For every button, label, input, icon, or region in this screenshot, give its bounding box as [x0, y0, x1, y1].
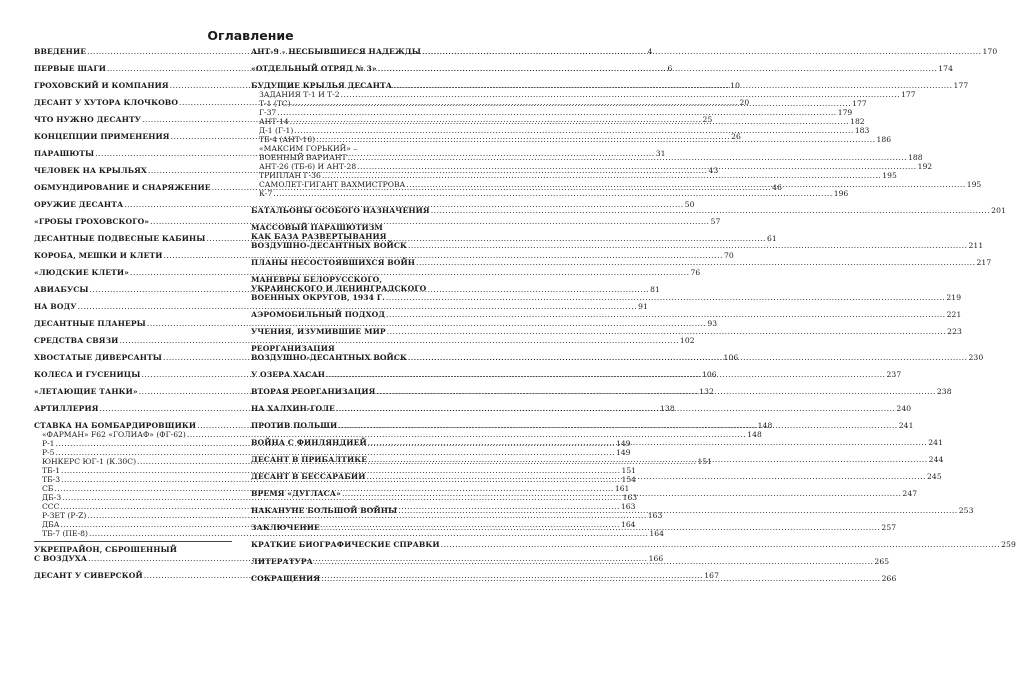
toc-entry-title: ТБ-3 [42, 475, 61, 484]
toc-entry-title: ВОЕННЫЙ ВАРИАНТ [259, 153, 347, 162]
toc-entry-line-last [251, 47, 998, 56]
toc-entry-title: АНТ-26 (ТБ-6) И АНТ-28 [259, 162, 357, 171]
toc-entry-page: 179 [837, 108, 853, 117]
toc-entry [34, 251, 734, 260]
dot-leader [292, 99, 851, 108]
dot-leader [422, 47, 981, 56]
toc-entry-page: 177 [953, 81, 969, 90]
toc-entry-title: ПАРАШЮТЫ [34, 149, 95, 158]
toc-entry-title: АЭРОМОБИЛЬНЫЙ ПОДХОД [251, 310, 386, 319]
toc-entry-line-last [34, 217, 721, 226]
toc-entry-line-last [34, 336, 695, 345]
toc-entry-page: 177 [901, 90, 916, 99]
toc-entry-title: Р-ЗЕТ (Р-Z) [42, 511, 87, 520]
toc-entry-title: МАССОВЫЙ ПАРАШЮТИЗМ [251, 223, 383, 232]
toc-entry-page: 211 [968, 241, 984, 250]
toc-entry-page: 6 [667, 64, 673, 73]
toc-entry-page: 76 [690, 268, 701, 277]
toc-entry-page: 148 [757, 421, 773, 430]
toc-entry-page: 20 [739, 98, 750, 107]
toc-entry-title: ЗАКЛЮЧЕНИЕ [251, 523, 320, 532]
dot-leader [314, 557, 873, 566]
dot-leader [290, 117, 849, 126]
toc-entry-title: СТАВКА НА БОМБАРДИРОВЩИКИ [34, 421, 197, 430]
toc-entry-title: ДЕСАНТНЫЕ ПЛАНЕРЫ [34, 319, 146, 328]
toc-entry-line-last [34, 268, 701, 277]
dot-leader [294, 126, 853, 135]
toc-entry-page: 26 [731, 132, 741, 141]
toc-entry-page: 43 [708, 166, 719, 175]
toc-entry-page: 174 [938, 64, 954, 73]
toc-entry-page: 4 [647, 47, 653, 56]
toc-entry-page: 182 [850, 117, 865, 126]
toc-entry-line-last [42, 511, 663, 520]
dot-leader [387, 327, 946, 336]
dot-leader [441, 540, 1000, 549]
toc-entry-line-last [34, 302, 648, 311]
toc-entry-title: ССС [42, 502, 60, 511]
toc-entry-page: 237 [886, 370, 902, 379]
toc-entry [251, 189, 849, 198]
toc-entry-title: ГРОХОВСКИЙ И КОМПАНИЯ [34, 81, 169, 90]
toc-entry-page: 238 [936, 387, 952, 396]
toc-entry-title: НА ХАЛХИН-ГОЛЕ [251, 404, 335, 413]
toc-entry-title: ПЛАНЫ НЕСОСТОЯВШИХСЯ ВОЙН [251, 258, 416, 267]
toc-entry-page: 163 [622, 493, 638, 502]
toc-entry-title: ЗАДАНИЯ Т-1 И Т-2 [259, 90, 340, 99]
toc-entry-page: 265 [874, 557, 890, 566]
toc-entry-title: СОКРАЩЕНИЯ [251, 574, 321, 583]
dot-leader [342, 489, 901, 498]
toc-entry-title: ЛИТЕРАТУРА [251, 557, 313, 566]
toc-entry-title: УКРАИНСКОГО И ЛЕНИНГРАДСКОГО [251, 284, 427, 293]
toc-entry [34, 319, 718, 328]
toc-entry-page: 266 [881, 574, 897, 583]
toc-entry-title: ДЕСАНТ В БЕССАРАБИИ [251, 472, 366, 481]
toc-entry-title: ОБМУНДИРОВАНИЕ И СНАРЯЖЕНИЕ [34, 183, 211, 192]
toc-entry-title: ЮНКЕРС ЮГ-1 (К.30С) [42, 457, 137, 466]
toc-entry-page: 70 [723, 251, 734, 260]
toc-entry-title: «ЛЮДСКИЕ КЛЕТИ» [34, 268, 130, 277]
dot-leader [322, 171, 881, 180]
toc-entry-title: ЧТО НУЖНО ДЕСАНТУ [34, 115, 142, 124]
toc-entry [251, 108, 853, 117]
toc-entry-page: 163 [620, 502, 636, 511]
toc-entry-title: «ГРОБЫ ГРОХОВСКОГО» [34, 217, 150, 226]
toc-entry-title: ДЕСАНТ У ХУТОРА КЛОЧКОВО [34, 98, 179, 107]
toc-entry-line-last [251, 327, 962, 336]
toc-entry-line-last [259, 171, 897, 180]
toc-entry-page: 81 [650, 285, 660, 294]
toc-entry-page: 151 [697, 457, 712, 466]
dot-leader [406, 180, 965, 189]
toc-entry-page: 195 [966, 180, 982, 189]
toc-entry-title: АНТ-9 – НЕСБЫВШИЕСЯ НАДЕЖДЫ [251, 47, 421, 56]
toc-entry-title: ЧЕЛОВЕК НА КРЫЛЬЯХ [34, 166, 147, 175]
toc-entry-title: КОЛЕСА И ГУСЕНИЦЫ [34, 370, 141, 379]
toc-entry-page: 138 [660, 404, 675, 413]
toc-entry-page: 132 [699, 387, 714, 396]
toc-entry-line-last [251, 258, 992, 267]
toc-entry-line-last [251, 310, 962, 319]
toc-entry-line-last [251, 241, 984, 250]
dot-leader [366, 472, 925, 481]
dot-leader [368, 455, 927, 464]
toc-entry-title: КАК БАЗА РАЗВЕРТЫВАНИЯ [251, 232, 387, 241]
toc-entry-title: К-7 [259, 189, 273, 198]
toc-entry-line [251, 344, 449, 353]
dot-leader [273, 189, 832, 198]
dot-leader [368, 438, 927, 447]
toc-entry-title: РЕОРГАНИЗАЦИЯ [251, 344, 335, 353]
toc-entry-page: 170 [982, 47, 998, 56]
toc-entry [34, 217, 721, 226]
dot-leader [326, 370, 885, 379]
toc-entry-line-last [42, 448, 631, 457]
toc-entry [251, 47, 998, 56]
dot-leader [431, 206, 990, 215]
toc-entry-page: 57 [710, 217, 721, 226]
toc-entry-line [251, 223, 449, 232]
dot-leader [393, 81, 952, 90]
toc-entry-line-last [259, 189, 849, 198]
toc-entry-title: Т-1 (ТС) [259, 99, 291, 108]
toc-entry-line-last [42, 466, 637, 475]
toc-entry-line [251, 232, 449, 241]
toc-entry-line-last [251, 64, 954, 73]
toc-entry-title: НАКАНУНЕ БОЛЬШОЙ ВОЙНЫ [251, 506, 398, 515]
toc-entry [34, 529, 664, 538]
toc-entry [34, 200, 695, 209]
toc-entry [34, 511, 663, 520]
toc-entry-page: 61 [766, 234, 777, 243]
toc-entry-page: 259 [1001, 540, 1016, 549]
toc-entry [34, 336, 695, 345]
toc-entry-title: ДБА [42, 520, 60, 529]
toc-entry-page: 221 [946, 310, 962, 319]
toc-entry-title: ДЕСАНТНЫЕ ПОДВЕСНЫЕ КАБИНЫ [34, 234, 206, 243]
toc-entry [251, 64, 954, 73]
toc-entry-page: 167 [704, 571, 719, 580]
dot-leader [408, 241, 967, 250]
toc-entry-title: САМОЛЕТ-ГИГАНТ ВАХМИСТРОВА [259, 180, 406, 189]
toc-entry-line [259, 144, 449, 153]
toc-entry-page: 154 [621, 475, 637, 484]
toc-entry-line-last [251, 293, 962, 302]
toc-entry-title: Р-5 [42, 448, 55, 457]
toc-entry-line-last [251, 206, 1006, 215]
toc-entry [251, 258, 992, 267]
dot-leader [321, 574, 880, 583]
toc-entry-title: БАТАЛЬОНЫ ОСОБОГО НАЗНАЧЕНИЯ [251, 206, 430, 215]
toc-entry-page: 148 [747, 430, 762, 439]
toc-entry-page: 253 [958, 506, 974, 515]
toc-entry-title: КОРОБА, МЕШКИ И КЛЕТИ [34, 251, 163, 260]
toc-entry-page: 50 [684, 200, 695, 209]
toc-entry-title: АНТ-14 [259, 117, 289, 126]
toc-entry-page: 188 [908, 153, 923, 162]
toc-entry-page: 183 [854, 126, 870, 135]
toc-entry-page: 186 [876, 135, 892, 144]
toc-entry-page: 244 [928, 455, 944, 464]
toc-entry-title: НА ВОДУ [34, 302, 77, 311]
dot-leader [316, 135, 875, 144]
toc-entry-title: ТБ-1 [42, 466, 61, 475]
toc-entry-title: ВРЕМЯ «ДУГЛАСА» [251, 489, 341, 498]
toc-entry-title: БУДУЩИЕ КРЫЛЬЯ ДЕСАНТА [251, 81, 393, 90]
toc-entry-page: 91 [638, 302, 648, 311]
toc-entry-line [251, 275, 449, 284]
dot-leader [321, 523, 880, 532]
toc-entry [251, 171, 897, 180]
toc-entry-title: ДЕСАНТ В ПРИБАЛТИКЕ [251, 455, 368, 464]
toc-entry-title: ТБ-4 (АНТ-16) [259, 135, 316, 144]
toc-entry-line [251, 284, 449, 293]
toc-entry [251, 206, 1006, 215]
dot-leader [338, 421, 897, 430]
toc-entry-page: 102 [679, 336, 695, 345]
toc-entry-line-last [42, 430, 762, 439]
toc-entry-page: 25 [702, 115, 713, 124]
toc-entry [251, 90, 916, 99]
toc-entry [251, 540, 1016, 549]
toc-entry-page: 164 [649, 529, 664, 538]
dot-leader [336, 404, 895, 413]
dot-leader [416, 258, 975, 267]
dot-leader [277, 108, 836, 117]
dot-leader [341, 90, 900, 99]
toc-entry-title: АВИАБУСЫ [34, 285, 89, 294]
toc-entry-page: 93 [707, 319, 718, 328]
toc-entry-page: 31 [655, 149, 666, 158]
toc-entry-title: СБ [42, 484, 54, 493]
toc-entry [34, 302, 648, 311]
toc-entry-page: 241 [898, 421, 914, 430]
toc-entry-page: 219 [946, 293, 962, 302]
toc-entry-title: ТБ-7 (ПЕ-8) [42, 529, 88, 538]
toc-entry-page: 164 [620, 520, 636, 529]
dot-leader [386, 310, 945, 319]
dot-leader [376, 387, 935, 396]
toc-entry-title: УКРЕПРАЙОН, СБРОШЕННЫЙ [34, 545, 178, 554]
toc-entry-title: ВОЗДУШНО-ДЕСАНТНЫХ ВОЙСК [251, 353, 407, 362]
toc-entry [34, 484, 630, 493]
toc-entry-page: 151 [621, 466, 637, 475]
toc-entry-page: 223 [947, 327, 962, 336]
toc-entry-page: 163 [647, 511, 663, 520]
toc-entry-page: 149 [615, 439, 631, 448]
toc-entry-page: 46 [772, 183, 783, 192]
toc-entry-title: ВОЕННЫХ ОКРУГОВ, 1934 Г. [251, 293, 385, 302]
toc-entry-line-last [259, 90, 916, 99]
page-title: Оглавление [207, 28, 294, 43]
toc-entry-line-last [34, 200, 695, 209]
toc-entry-title: У ОЗЕРА ХАСАН [251, 370, 326, 379]
toc-entry-title: «МАКСИМ ГОРЬКИЙ» – [259, 144, 358, 153]
toc-entry-page: 241 [928, 438, 943, 447]
toc-entry-title: ДБ-3 [42, 493, 62, 502]
dot-leader [348, 153, 907, 162]
toc-entry-title: Г-37 [259, 108, 277, 117]
toc-entry [34, 430, 762, 439]
toc-entry-title: ПРОТИВ ПОЛЬШИ [251, 421, 338, 430]
toc-entry-line-last [34, 251, 734, 260]
toc-entry-title: КРАТКИЕ БИОГРАФИЧЕСКИЕ СПРАВКИ [251, 540, 440, 549]
toc-entry-title: АРТИЛЛЕРИЯ [34, 404, 99, 413]
toc-entry-title: УЧЕНИЯ, ИЗУМИВШИЕ МИР [251, 327, 386, 336]
toc-entry-title: «ОТДЕЛЬНЫЙ ОТРЯД № 3» [251, 64, 377, 73]
toc-entry-page: 149 [615, 448, 631, 457]
toc-entry-page: 106 [723, 353, 739, 362]
toc-entry [34, 466, 637, 475]
toc-entry [251, 126, 870, 135]
toc-entry-title: Д-1 (Г-1) [259, 126, 294, 135]
dot-leader [386, 293, 945, 302]
toc-entry-page: 196 [833, 189, 849, 198]
toc-entry-title: Р-1 [42, 439, 55, 448]
dot-leader [398, 506, 957, 515]
toc-entry-title: ВОЙНА С ФИНЛЯНДИЕЙ [251, 438, 367, 447]
toc-entry-title: ОРУЖИЕ ДЕСАНТА [34, 200, 124, 209]
toc-entry-title: ХВОСТАТЫЕ ДИВЕРСАНТЫ [34, 353, 163, 362]
toc-entry-page: 106 [701, 370, 717, 379]
toc-entry-title: СРЕДСТВА СВЯЗИ [34, 336, 119, 345]
toc-entry-page: 192 [917, 162, 933, 171]
toc-entry-page: 247 [902, 489, 918, 498]
toc-entry-title: МАНЕВРЫ БЕЛОРУССКОГО, [251, 275, 383, 284]
toc-entry-line-last [34, 319, 718, 328]
toc-entry-title: С ВОЗДУХА [34, 554, 88, 563]
dot-leader [357, 162, 916, 171]
toc-entry-title: ВОЗДУШНО-ДЕСАНТНЫХ ВОЙСК [251, 241, 407, 250]
toc-entry [251, 327, 962, 336]
toc-entry-page: 166 [648, 554, 664, 563]
toc-entry [251, 310, 962, 319]
toc-entry-title: ПЕРВЫЕ ШАГИ [34, 64, 106, 73]
toc-entry-title: ТРИПЛАН Г-36 [259, 171, 321, 180]
toc-entry-line-last [251, 540, 1016, 549]
toc-entry-line [34, 545, 232, 554]
toc-entry-page: 230 [968, 353, 984, 362]
toc-entry-page: 177 [852, 99, 867, 108]
toc-entry-title: ВТОРАЯ РЕОРГАНИЗАЦИЯ [251, 387, 376, 396]
toc-entry-title: ДЕСАНТ У СИВЕРСКОЙ [34, 571, 143, 580]
dot-leader [378, 64, 937, 73]
toc-entry-title: «ЛЕТАЮЩИЕ ТАНКИ» [34, 387, 138, 396]
toc-entry [34, 448, 631, 457]
toc-entry-title: ВВЕДЕНИЕ [34, 47, 87, 56]
toc-entry-page: 245 [926, 472, 942, 481]
toc-entry-page: 10 [730, 81, 741, 90]
toc-entry-page: 240 [896, 404, 912, 413]
toc-entry [34, 268, 701, 277]
toc-entry-line-last [42, 529, 664, 538]
toc-entry-title: «ФАРМАН» F62 «ГОЛИАФ» (ФГ-62) [42, 430, 186, 439]
toc-entry-page: 161 [614, 484, 630, 493]
toc-entry-page: 195 [882, 171, 897, 180]
toc-entry-line-last [259, 108, 853, 117]
toc-entry-line-last [42, 484, 630, 493]
toc-entry-title: КОНЦЕПЦИИ ПРИМЕНЕНИЯ [34, 132, 170, 141]
toc-entry-line-last [259, 126, 870, 135]
toc-entry-page: 217 [976, 258, 992, 267]
toc-entry-page: 257 [881, 523, 897, 532]
dot-leader [408, 353, 967, 362]
toc-entry-page: 201 [991, 206, 1006, 215]
